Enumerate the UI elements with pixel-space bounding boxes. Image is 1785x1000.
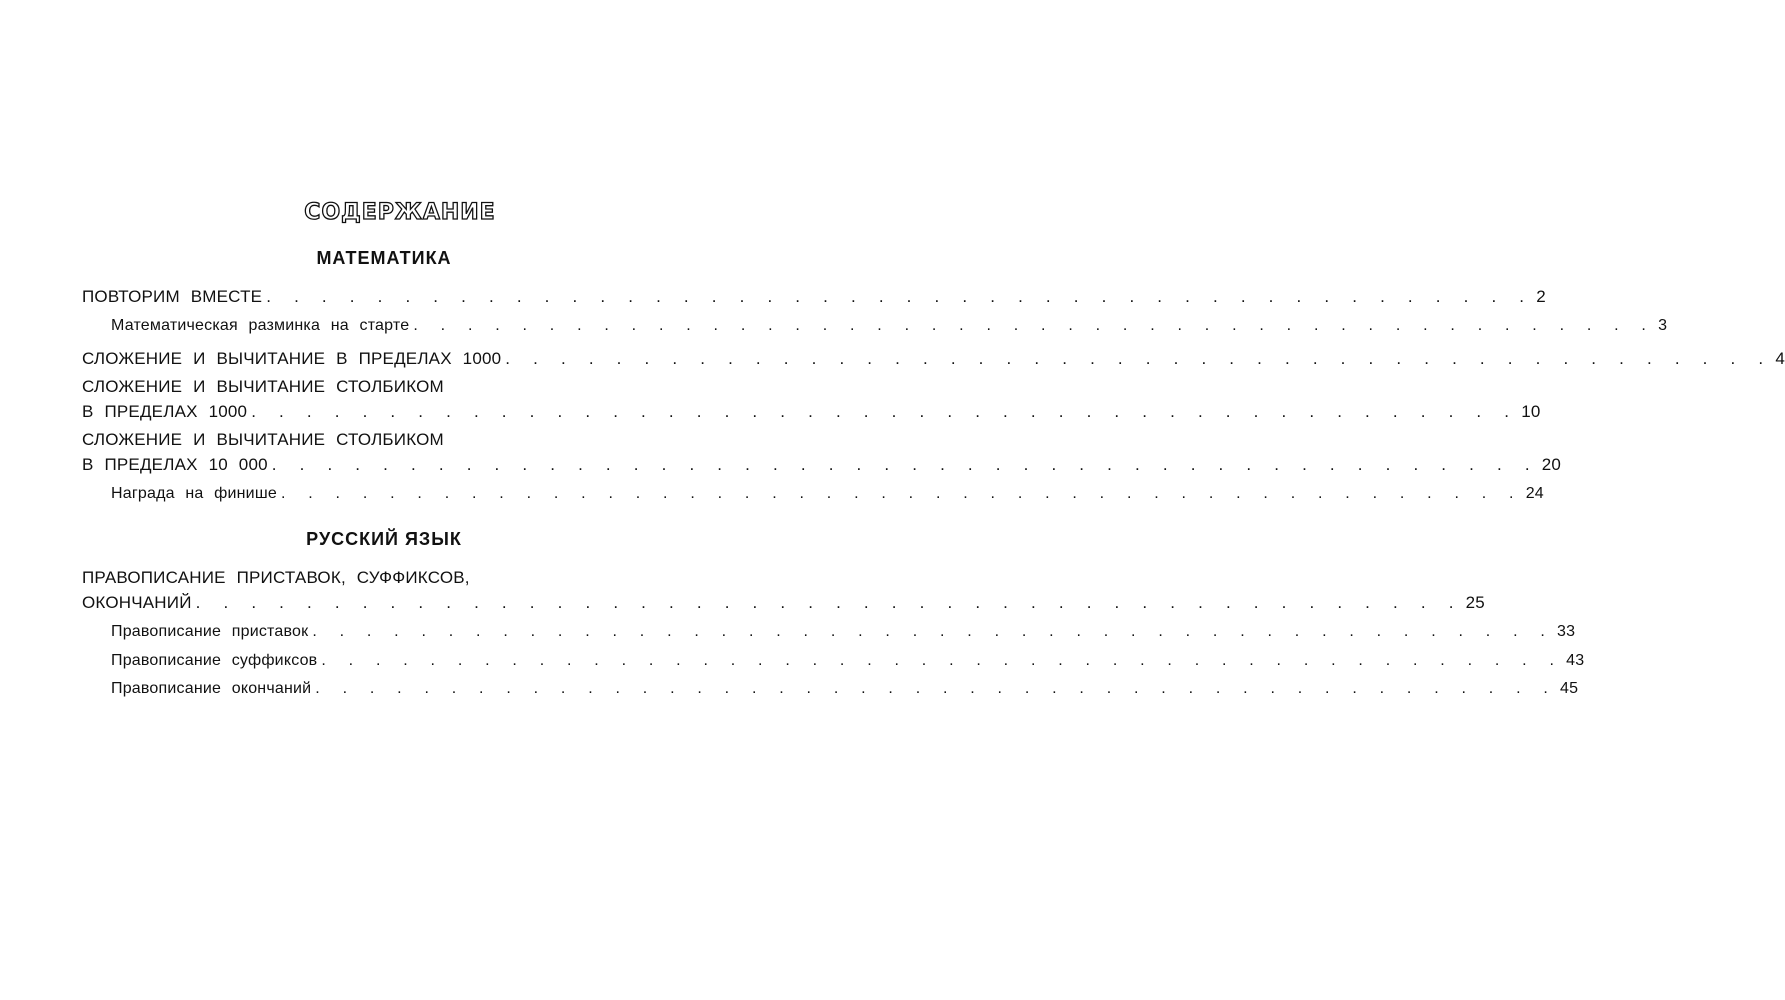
toc-entry-page: 2 [1536,287,1546,306]
toc-entry[interactable] [82,591,1485,615]
toc-entry-label: СЛОЖЕНИЕ И ВЫЧИТАНИЕ В ПРЕДЕЛАХ 1000 [82,349,502,368]
toc-entry-label: В ПРЕДЕЛАХ 10 000 [82,455,268,474]
dot-leader: . . . . . . . . . . . . . . . . . . . . . . . . . . . . . . . . . . . . . . . . . . . . . . [280,485,1520,502]
dot-leader: . . . . . . . . . . . . . . . . . . . . . . . . . . . . . . . . . . . . . . . . . . . . . . [321,652,1561,669]
toc-entry-line1[interactable]: СЛОЖЕНИЕ И ВЫЧИТАНИЕ СТОЛБИКОМ [82,377,444,396]
toc-entry-page: 4 [1775,349,1785,368]
section-heading-russian: РУССКИЙ ЯЗЫК [306,529,462,549]
toc-entry-label: Правописание окончаний [111,680,312,697]
toc-entry-line1[interactable]: ПРАВОПИСАНИЕ ПРИСТАВОК, СУФФИКСОВ, [82,568,470,587]
dot-leader: . . . . . . . . . . . . . . . . . . . . . . . . . . . . . . . . . . . . . . . . . . . . . . [312,623,1552,640]
toc-entry-label: Математическая разминка на старте [111,317,410,334]
toc-entry-label: Награда на финише [111,485,277,502]
page-title: СОДЕРЖАНИЕ [304,200,496,225]
toc-entry-page: 33 [1557,623,1576,640]
toc-subentry[interactable] [111,314,1668,338]
toc-entry-page: 24 [1525,485,1544,502]
dot-leader: . . . . . . . . . . . . . . . . . . . . . . . . . . . . . . . . . . . . . . . . . . . . . . [315,680,1555,697]
dot-leader: . . . . . . . . . . . . . . . . . . . . . . . . . . . . . . . . . . . . . . . . . . . . . . [266,287,1531,306]
section-heading-math: МАТЕМАТИКА [316,248,452,268]
dot-leader: . . . . . . . . . . . . . . . . . . . . . . . . . . . . . . . . . . . . . . . . . . . . . . [505,349,1770,368]
toc-entry[interactable] [82,285,1546,309]
toc-subentry[interactable] [111,649,1585,673]
toc-entry-page: 20 [1541,455,1562,474]
toc-subentry[interactable] [111,482,1544,506]
toc-subentry[interactable] [111,620,1576,644]
toc-entry-label: ОКОНЧАНИЙ [82,593,192,612]
toc-entry-line1[interactable]: СЛОЖЕНИЕ И ВЫЧИТАНИЕ СТОЛБИКОМ [82,430,444,449]
toc-entry-label: ПОВТОРИМ ВМЕСТЕ [82,287,263,306]
toc-entry-label: В ПРЕДЕЛАХ 1000 [82,402,248,421]
toc-entry-page: 10 [1521,402,1541,421]
dot-leader: . . . . . . . . . . . . . . . . . . . . . . . . . . . . . . . . . . . . . . . . . . . . . . [195,593,1460,612]
toc-entry[interactable] [82,400,1541,424]
toc-entry-page: 45 [1560,680,1579,697]
toc-entry[interactable] [82,347,1785,371]
toc-entry-page: 43 [1566,652,1585,669]
toc-subentry[interactable] [111,677,1579,701]
toc-entry-page: 25 [1465,593,1485,612]
dot-leader: . . . . . . . . . . . . . . . . . . . . . . . . . . . . . . . . . . . . . . . . . . . . . . [413,317,1653,334]
dot-leader: . . . . . . . . . . . . . . . . . . . . . . . . . . . . . . . . . . . . . . . . . . . . . . [251,402,1516,421]
toc-entry[interactable] [82,453,1562,477]
toc-entry-label: Правописание приставок [111,623,309,640]
dot-leader: . . . . . . . . . . . . . . . . . . . . . . . . . . . . . . . . . . . . . . . . . . . . . . [271,455,1536,474]
toc-entry-label: Правописание суффиксов [111,652,318,669]
toc-entry-page: 3 [1658,317,1668,334]
